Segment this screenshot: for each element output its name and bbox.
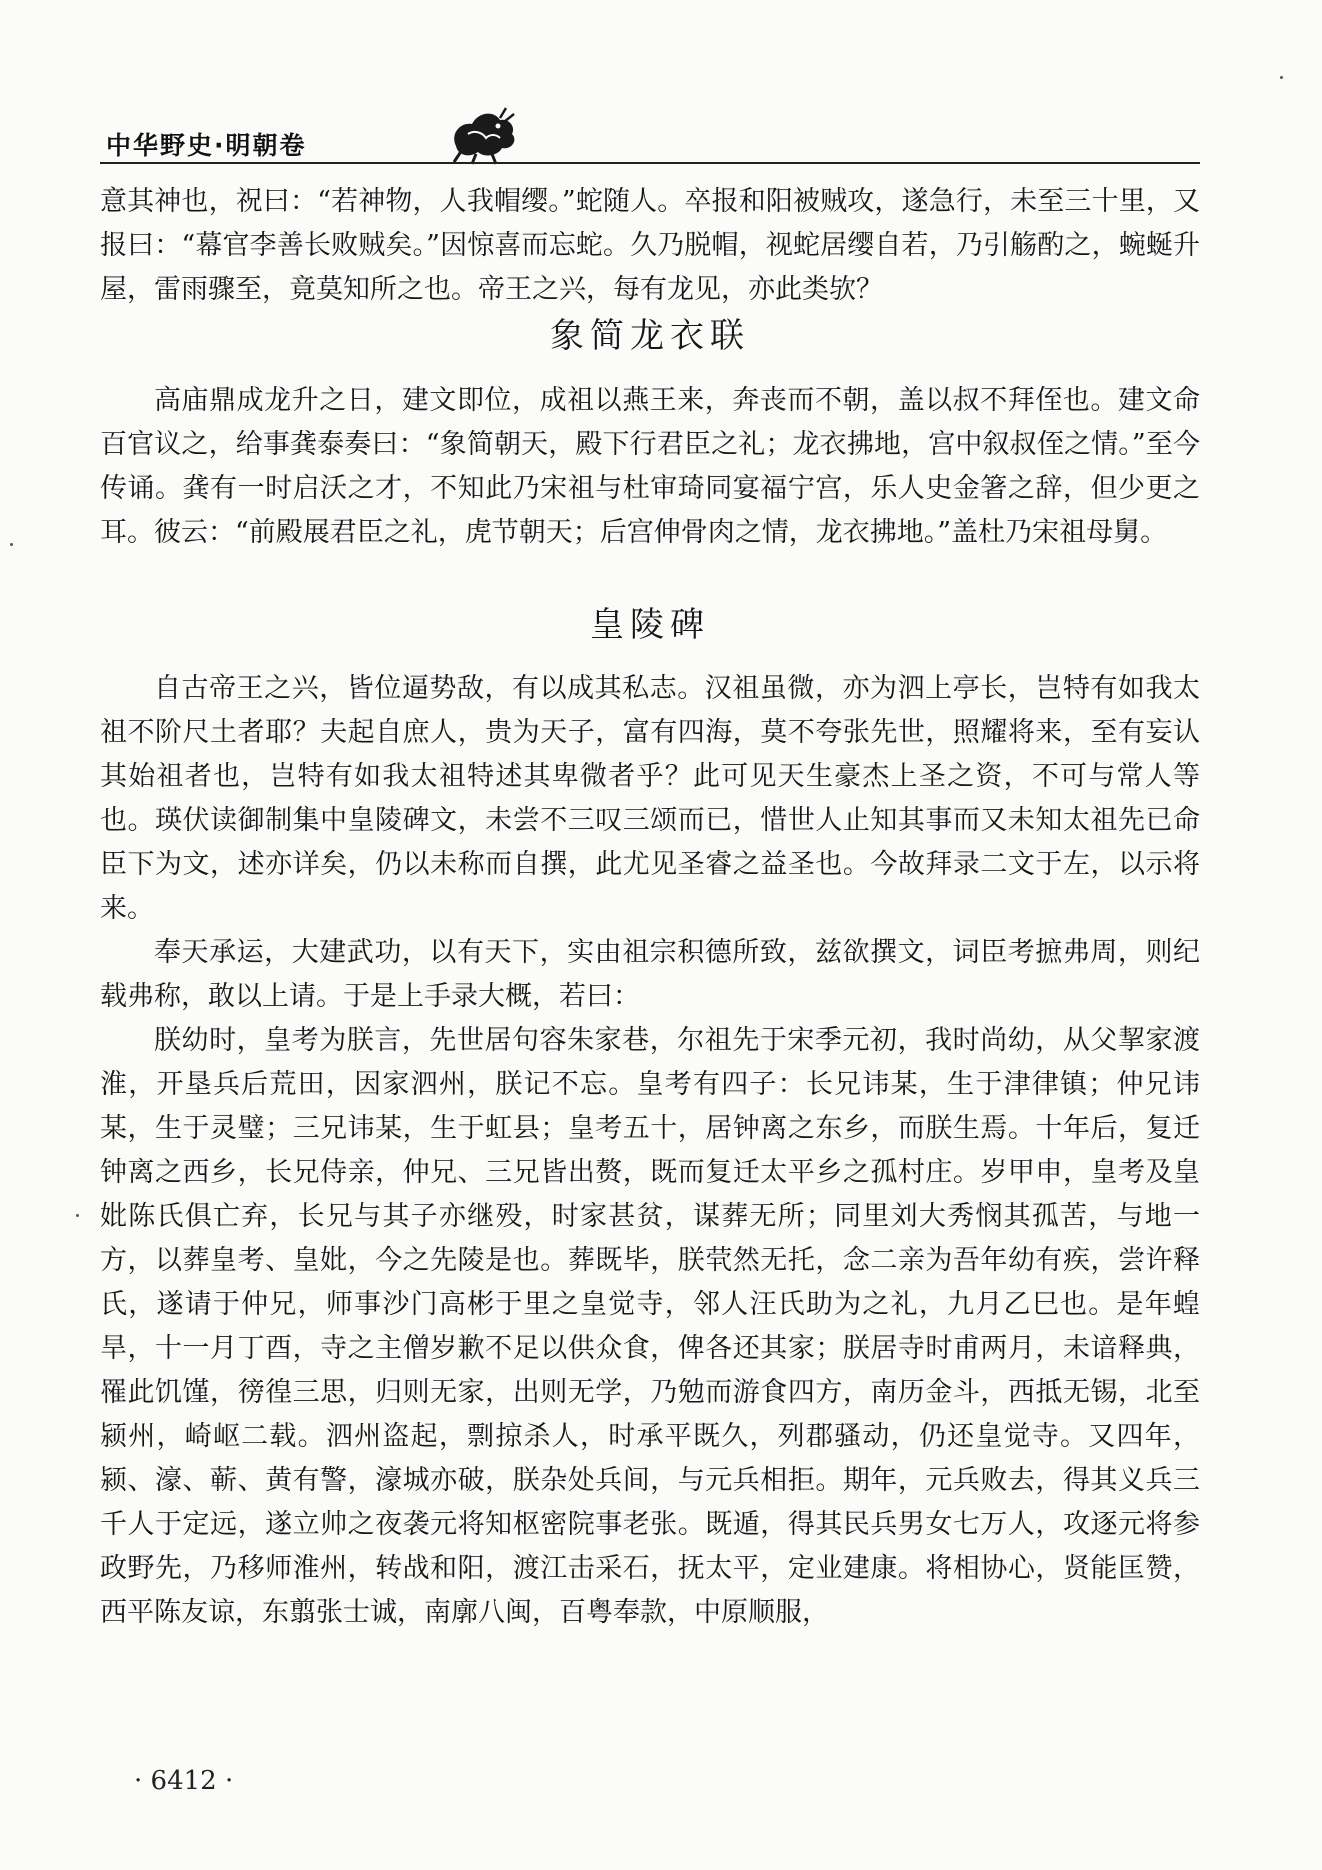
scan-speck — [10, 543, 13, 546]
continued-paragraph — [100, 180, 1200, 312]
paragraph: 奉天承运，大建武功，以有天下，实由祖宗积德所致，兹欲撰文，词臣考摭弗周，则纪载弗称，敢以上请。于是上手录大概，若曰： — [100, 937, 1200, 1012]
scan-speck — [1280, 76, 1283, 79]
paragraph: 高庙鼎成龙升之日，建文即位，成祖以燕王来，奔丧而不朝，盖以叔不拜侄也。建文命百官议之，给事龚泰奏曰：“象简朝天，殿下行君臣之礼；龙衣拂地，宫中叙叔侄之情。”至今传诵。龚有一时启沃之才，不知此乃宋祖与杜审琦同宴福宁宫，乐人史金箸之辞，但少更之耳。彼云：“前殿展君臣之礼，虎节朝天；后宫伸骨肉之情，龙衣拂地。”盖杜乃宋祖母舅。 — [100, 385, 1200, 548]
section-body-huangling-bei — [100, 667, 1200, 1635]
paragraph: 意其神也，祝曰：“若神物，人我帽缨。”蛇随人。卒报和阳被贼攻，遂急行，未至三十里，又报曰：“幕官李善长败贼矣。”因惊喜而忘蛇。久乃脱帽，视蛇居缨自若，乃引觞酌之，蜿蜒升屋，雷雨骤至，竟莫知所之也。帝王之兴，每有龙见，亦此类欤？ — [100, 186, 1200, 305]
dragon-emblem-icon — [442, 104, 522, 166]
paragraph: 朕幼时，皇考为朕言，先世居句容朱家巷，尔祖先于宋季元初，我时尚幼，从父挈家渡淮，开垦兵后荒田，因家泗州，朕记不忘。皇考有四子：长兄讳某，生于津律镇；仲兄讳某，生于灵璧；三兄讳某，生于虹县；皇考五十，居钟离之东乡，而朕生焉。十年后，复迁钟离之西乡，长兄侍亲，仲兄、三兄皆出赘，既而复迁太平乡之孤村庄。岁甲申，皇考及皇妣陈氏俱亡弃，长兄与其子亦继殁，时家甚贫，谋葬无所；同里刘大秀悯其孤苦，与地一方，以葬皇考、皇妣，今之先陵是也。葬既毕，朕茕然无托，念二亲为吾年幼有疾，尝许释氏，遂请于仲兄，师事沙门高彬于里之皇觉寺，邻人汪氏助为之礼，九月乙巳也。是年蝗旱，十一月丁酉，寺之主僧岁歉不足以供众食，俾各还其家；朕居寺时甫两月，未谙释典，罹此饥馑，徬徨三思，归则无家，出则无学，乃勉而游食四方，南历金斗，西抵无锡，北至颍州，崎岖二载。泗州盗起，剽掠杀人，时承平既久，列郡骚动，仍还皇觉寺。又四年，颍、濠、蕲、黄有警，濠城亦破，朕杂处兵间，与元兵相拒。期年，元兵败去，得其义兵三千人于定远，遂立帅之夜袭元将知枢密院事老张。既遁，得其民兵男女七万人，攻逐元将参政野先，乃移师淮州，转战和阳，渡江击采石，抚太平，定业建康。将相协心，贤能匡赞，西平陈友谅，东翦张士诚，南廓八闽，百粤奉款，中原顺服， — [100, 1025, 1200, 1628]
paragraph: 自古帝王之兴，皆位逼势敌，有以成其私志。汉祖虽微，亦为泗上亭长，岂特有如我太祖不阶尺土者耶？夫起自庶人，贵为天子，富有四海，莫不夸张先世，照耀将来，至有妄认其始祖者也，岂特有如我太祖特述其卑微者乎？此可见天生豪杰上圣之资，不可与常人等也。瑛伏读御制集中皇陵碑文，未尝不三叹三颂而已，惜世人止知其事而又未知太祖先已命臣下为文，述亦详矣，仍以未称而自撰，此尤见圣睿之益圣也。今故拜录二文于左，以示将来。 — [100, 673, 1200, 924]
scan-speck — [76, 1214, 79, 1217]
section-title-huangling-bei: 皇陵碑 — [590, 605, 710, 645]
running-header — [100, 112, 1200, 162]
book-title: 中华野史·明朝卷 — [106, 131, 307, 160]
section-title-xiangjian-longyi-lian: 象简龙衣联 — [550, 316, 750, 356]
page-number: · 6412 · — [134, 1766, 234, 1796]
header-rule — [100, 162, 1200, 164]
section-body-xiangjian-longyi-lian — [100, 379, 1200, 555]
